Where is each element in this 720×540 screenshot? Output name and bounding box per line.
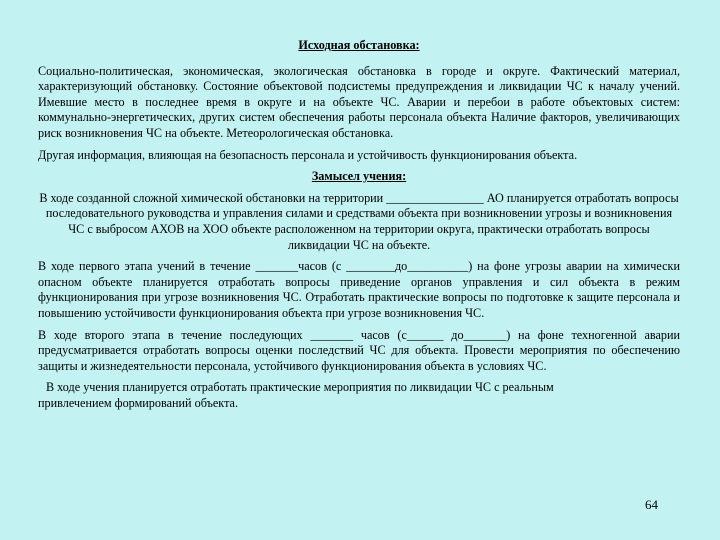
paragraph-practical-measures: В ходе учения планируется отработать практические мероприятия по ликвидации ЧС с реальным привлечением формирований объекта. (38, 380, 554, 410)
paragraph-concept: В ходе созданной сложной химической обстановки на территории ________________ АО планируется отработать вопросы последовательного руководства и управления силами и средствами объекта при возникновении угрозы и возникновения ЧС с выбросом АХОВ на ХОО объекте расположенном на территории округа, практически отработать вопросы ликвидации ЧС на объекте. (39, 190, 679, 252)
heading-exercise-concept: Замысел учения: (311, 169, 407, 184)
paragraph-stage-one: В ходе первого этапа учений в течение _______часов (с ________до__________) на фоне угрозы аварии на химически опасном объекте планируется отработать вопросы приведение органов управления и сил объекта в режим функционирования при угрозе возникновения ЧС. Отработать практические вопросы по подготовке к защите персонала и повышению устойчивости функционирования объекта при угрозе возникновения ЧС. (38, 259, 680, 320)
paragraph-stage-two: В ходе второго этапа в течение последующих _______ часов (с______ до_______) на фоне техногенной аварии предусматривается отработать вопросы оценки последствий ЧС для объекта. Провести мероприятия по обеспечению защиты и жизнедеятельности персонала, устойчивого функционирования объекта в условиях ЧС. (38, 327, 680, 373)
page-number: 64 (645, 497, 658, 512)
paragraph-situation: Социально-политическая, экономическая, экологическая обстановка в городе и округе. Фактический материал, характеризующий обстановку. Состояние объектовой подсистемы предупреждения и ликвидации ЧС к началу учений. Имевшие место в последнее время в округе и на объекте ЧС. Аварии и перебои в работе объектовых систем: коммунально-энергетических, других систем обеспечения работы персонала объекта Наличие факторов, увеличивающих риск возникновения ЧС на объекте. Метеорологическая обстановка. (38, 63, 680, 140)
slide-content (38, 38, 680, 411)
heading-initial-situation: Исходная обстановка: (298, 38, 420, 52)
paragraph-other-info: Другая информация, влияющая на безопасность персонала и устойчивость функционирования объекта. (38, 147, 578, 162)
